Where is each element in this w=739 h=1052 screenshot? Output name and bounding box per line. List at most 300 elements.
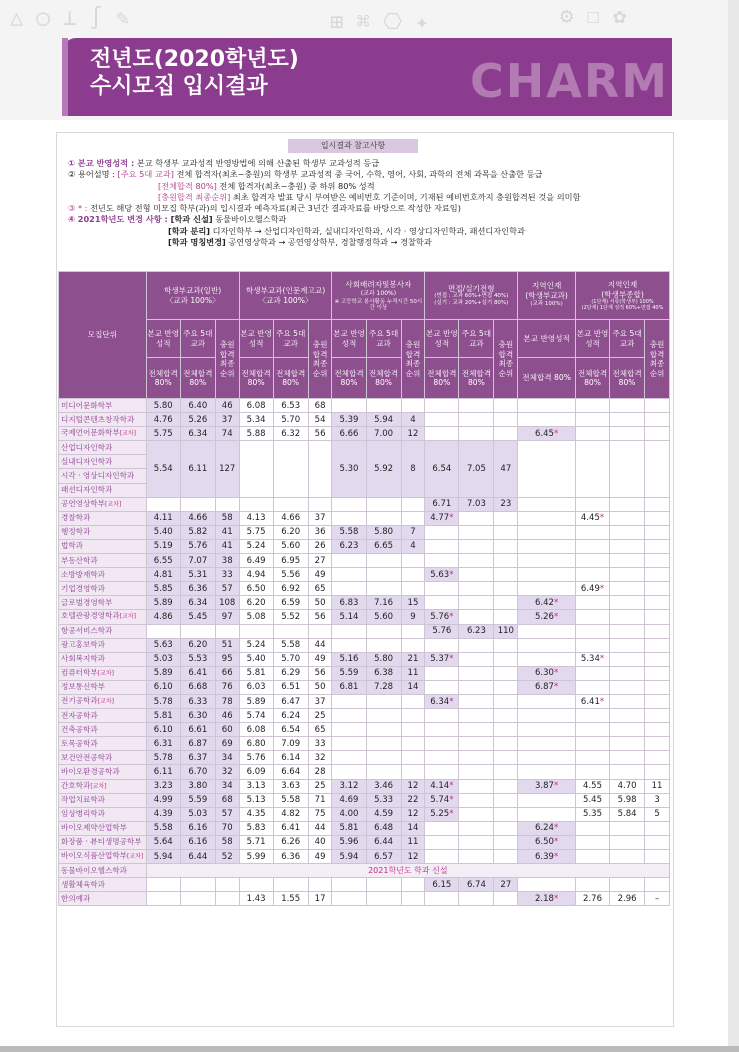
subheader-chungwon: 충원 합격 최종 순위 xyxy=(215,320,239,399)
table-cell xyxy=(518,568,576,582)
table-cell xyxy=(645,624,670,638)
table-cell xyxy=(610,723,645,737)
table-cell: 6.10 xyxy=(146,680,180,694)
table-cell: 5.58 xyxy=(146,821,180,835)
predicted-value: 6.42* xyxy=(535,597,559,608)
unit-name xyxy=(59,469,147,483)
table-cell xyxy=(518,751,576,765)
table-cell xyxy=(518,525,576,539)
unit-name-text: 작업치료학과 xyxy=(61,795,106,805)
table-cell xyxy=(366,399,401,413)
table-cell xyxy=(332,554,366,568)
table-cell: 7.00 xyxy=(366,427,401,441)
predicted-value: 6.41* xyxy=(580,696,605,707)
unit-name xyxy=(59,779,147,793)
table-cell: 5.24 xyxy=(239,638,273,652)
unit-name-text: 디지털콘텐츠창작학과 xyxy=(61,414,135,424)
table-cell: 12 xyxy=(401,850,425,864)
table-cell xyxy=(425,427,459,441)
table-cell xyxy=(425,892,459,906)
table-cell xyxy=(494,413,518,427)
table-cell: 6.11 xyxy=(146,765,180,779)
table-row xyxy=(59,709,670,723)
table-cell xyxy=(576,399,610,413)
table-cell: 5.92 xyxy=(366,441,401,497)
table-cell: 3.13 xyxy=(239,779,273,793)
table-cell xyxy=(576,680,610,694)
table-cell xyxy=(366,737,401,751)
table-cell: 5.96 xyxy=(332,835,366,849)
table-cell xyxy=(332,892,366,906)
table-cell xyxy=(459,850,494,864)
table-cell xyxy=(518,652,576,666)
table-cell xyxy=(401,765,425,779)
table-cell: 6.41 xyxy=(273,821,308,835)
table-cell xyxy=(610,652,645,666)
table-cell xyxy=(425,596,459,610)
table-cell: 6.30 xyxy=(180,709,215,723)
table-row xyxy=(59,525,670,539)
table-cell xyxy=(366,751,401,765)
predicted-value: 5.74* xyxy=(430,795,454,806)
table-cell: 5.54 xyxy=(146,441,180,497)
unit-name xyxy=(59,694,147,708)
unit-name xyxy=(59,413,147,427)
unit-name-text: 보건안전공학과 xyxy=(61,752,113,762)
table-cell: 28 xyxy=(308,765,332,779)
table-cell: 60 xyxy=(215,723,239,737)
subheader-chungwon: 충원 합격 최종 순위 xyxy=(494,320,518,399)
table-cell: 65 xyxy=(308,723,332,737)
sketch-decoration-3: ⚙ ☐ ✿ xyxy=(560,4,627,29)
table-cell: 5.70 xyxy=(273,652,308,666)
page-bottom-edge xyxy=(0,1046,739,1052)
subheader-bongyo: 본교 반영성적 xyxy=(239,320,273,358)
table-cell: 40 xyxy=(308,835,332,849)
table-cell: 6.36 xyxy=(273,850,308,864)
unit-name xyxy=(59,821,147,835)
note-2c-text: 최초 합격자 발표 당시 부여받은 예비번호 기준이며, 기재된 예비번호까지 충원합격된 것을 의미함 xyxy=(230,191,581,202)
table-cell xyxy=(645,610,670,624)
table-cell xyxy=(308,497,332,511)
table-cell xyxy=(576,835,610,849)
table-cell xyxy=(425,610,459,624)
note-1-text: 본교 학생부 교과성적 반영방법에 의해 산출된 학생부 교과성적 등급 xyxy=(134,158,380,168)
table-cell: 6.87 xyxy=(180,737,215,751)
table-cell: 57 xyxy=(215,807,239,821)
table-cell xyxy=(645,737,670,751)
table-cell: 6.70 xyxy=(180,765,215,779)
table-cell xyxy=(425,779,459,793)
table-cell: 5.78 xyxy=(146,751,180,765)
cross-tag: [교차] xyxy=(119,613,136,621)
table-cell: 5.80 xyxy=(366,652,401,666)
table-cell xyxy=(518,821,576,835)
table-row xyxy=(59,864,670,878)
table-cell: 5.16 xyxy=(332,652,366,666)
table-cell: 57 xyxy=(215,582,239,596)
table-row xyxy=(59,892,670,906)
group-4-name: 면접/실기전형 xyxy=(447,283,495,293)
unit-name-text: 공연영상학부 xyxy=(61,498,106,508)
table-cell xyxy=(645,525,670,539)
unit-name-text: 시각 · 영상디자인학과 xyxy=(61,471,135,481)
group-6-sub3: (2단계) 1단계 성적 60%+면접 40% xyxy=(581,305,664,311)
predicted-value: 6.87* xyxy=(535,682,559,693)
table-cell xyxy=(366,624,401,638)
page-title xyxy=(90,46,299,100)
table-cell xyxy=(645,582,670,596)
table-cell xyxy=(645,568,670,582)
table-cell xyxy=(215,892,239,906)
table-row xyxy=(59,694,670,708)
table-cell xyxy=(366,892,401,906)
table-cell: 6.53 xyxy=(273,399,308,413)
table-cell xyxy=(494,652,518,666)
table-cell xyxy=(332,624,366,638)
table-cell xyxy=(610,680,645,694)
predicted-value: 3.87* xyxy=(535,781,559,792)
table-cell: 5.63 xyxy=(146,638,180,652)
unit-name xyxy=(59,793,147,807)
table-cell xyxy=(459,427,494,441)
predicted-value: 6.34* xyxy=(430,696,454,707)
table-cell: 5.85 xyxy=(146,582,180,596)
group-1-name: 학생부교과(일반) xyxy=(164,286,222,295)
table-cell: 32 xyxy=(215,765,239,779)
table-cell: 4.70 xyxy=(610,779,645,793)
table-cell xyxy=(576,821,610,835)
note-4c xyxy=(68,237,668,248)
table-cell: 6.50 xyxy=(239,582,273,596)
table-cell: 6.59 xyxy=(273,596,308,610)
table-cell: 2.96 xyxy=(610,892,645,906)
table-cell xyxy=(576,751,610,765)
table-cell: 4.86 xyxy=(146,610,180,624)
table-cell xyxy=(459,680,494,694)
table-row xyxy=(59,413,670,427)
table-cell xyxy=(645,511,670,525)
table-cell xyxy=(494,737,518,751)
table-cell: 6.33 xyxy=(180,694,215,708)
table-row xyxy=(59,666,670,680)
table-cell: 6.48 xyxy=(366,821,401,835)
table-cell: 6.29 xyxy=(273,666,308,680)
table-cell xyxy=(610,554,645,568)
note-4c-tag: [학과 명칭변경] xyxy=(168,237,226,248)
table-cell xyxy=(401,497,425,511)
table-cell xyxy=(645,878,670,892)
table-row xyxy=(59,878,670,892)
table-row xyxy=(59,441,670,455)
table-cell: 26 xyxy=(308,539,332,553)
table-cell xyxy=(645,399,670,413)
table-cell: 6.40 xyxy=(180,399,215,413)
table-cell xyxy=(459,793,494,807)
unit-name xyxy=(59,680,147,694)
table-cell xyxy=(576,441,610,497)
unit-name-text: 바이오식품산업학부 xyxy=(61,851,128,861)
unit-name xyxy=(59,751,147,765)
unit-name xyxy=(59,399,147,413)
table-cell xyxy=(576,554,610,568)
table-cell: 44 xyxy=(308,821,332,835)
table-cell: 5.74 xyxy=(239,709,273,723)
table-cell xyxy=(425,413,459,427)
table-row xyxy=(59,680,670,694)
table-cell: 6.37 xyxy=(180,751,215,765)
table-cell xyxy=(494,793,518,807)
subheader-chungwon: 충원 합격 최종 순위 xyxy=(401,320,425,399)
unit-name-text: 정보통신학부 xyxy=(61,682,106,692)
subheader-all80: 전체합격 80% xyxy=(146,358,180,399)
subheader-all80: 전체합격 80% xyxy=(273,358,308,399)
table-cell xyxy=(459,511,494,525)
notes-header: 입시결과 참고사항 xyxy=(288,139,418,153)
table-cell: 3.80 xyxy=(180,779,215,793)
table-cell: 6.49 xyxy=(239,554,273,568)
unit-name-text: 광고홍보학과 xyxy=(61,640,106,650)
table-cell: 68 xyxy=(308,399,332,413)
table-cell xyxy=(494,427,518,441)
table-cell xyxy=(610,835,645,849)
table-cell: 37 xyxy=(215,413,239,427)
table-cell xyxy=(459,399,494,413)
table-cell: 7.09 xyxy=(273,737,308,751)
group-3-sub: (교과 100%) xyxy=(360,290,397,297)
table-cell xyxy=(459,779,494,793)
table-cell xyxy=(459,568,494,582)
predicted-value: 6.50* xyxy=(535,837,559,848)
table-cell xyxy=(576,413,610,427)
unit-header: 모집단위 xyxy=(59,272,147,399)
table-cell: 6.95 xyxy=(273,554,308,568)
unit-name xyxy=(59,892,147,906)
table-cell xyxy=(645,539,670,553)
table-cell: 66 xyxy=(215,666,239,680)
table-cell xyxy=(494,765,518,779)
unit-name-text: 패션디자인학과 xyxy=(61,485,113,495)
predicted-value: 6.30* xyxy=(535,668,559,679)
table-cell xyxy=(494,596,518,610)
table-cell: 6.81 xyxy=(332,680,366,694)
sketch-decoration: △ ◯ ⟂ ∫ ✎ xyxy=(10,6,130,31)
group-4-sub: (면접 : 교과 60%+면접 40%) xyxy=(434,293,509,300)
subheader-chungwon: 충원 합격 최종 순위 xyxy=(308,320,332,399)
table-cell xyxy=(518,892,576,906)
table-row xyxy=(59,779,670,793)
table-cell xyxy=(610,539,645,553)
table-cell xyxy=(610,427,645,441)
table-cell xyxy=(494,835,518,849)
unit-name-text: 소방방재학과 xyxy=(61,569,106,579)
unit-name xyxy=(59,638,147,652)
subheader-bongyo: 본교 반영성적 xyxy=(425,320,459,358)
subheader-main5: 주요 5대 교과 xyxy=(366,320,401,358)
table-cell: 34 xyxy=(215,751,239,765)
table-cell xyxy=(494,850,518,864)
table-cell: 47 xyxy=(494,441,518,497)
subheader-all80: 전체합격 80% xyxy=(459,358,494,399)
table-cell: 6.92 xyxy=(273,582,308,596)
cross-tag: [교차] xyxy=(105,500,122,508)
table-cell xyxy=(459,652,494,666)
group-header-5 xyxy=(518,272,576,320)
table-cell xyxy=(518,413,576,427)
subheader-chungwon: 충원 합격 최종 순위 xyxy=(645,320,670,399)
table-row xyxy=(59,835,670,849)
unit-name-text: 간호학과 xyxy=(61,780,91,790)
unit-name xyxy=(59,596,147,610)
subheader-all80: 전체합격 80% xyxy=(332,358,366,399)
table-cell xyxy=(645,638,670,652)
table-cell: 4.82 xyxy=(273,807,308,821)
table-cell xyxy=(610,666,645,680)
table-cell: 5.80 xyxy=(366,525,401,539)
table-cell xyxy=(180,624,215,638)
table-cell: 5.03 xyxy=(180,807,215,821)
table-cell xyxy=(401,568,425,582)
unit-name xyxy=(59,807,147,821)
table-cell xyxy=(239,497,273,511)
table-cell xyxy=(425,737,459,751)
table-cell: 56 xyxy=(308,427,332,441)
table-cell xyxy=(425,652,459,666)
table-cell xyxy=(645,596,670,610)
group-2-sub: 〈교과 100%〉 xyxy=(258,295,313,305)
group-2-name: 학생부교과(인문계고교) xyxy=(245,286,326,295)
table-cell: 4.13 xyxy=(239,511,273,525)
table-cell xyxy=(494,694,518,708)
table-cell: 27 xyxy=(308,554,332,568)
table-cell: – xyxy=(645,892,670,906)
table-cell xyxy=(332,765,366,779)
table-cell: 5.60 xyxy=(366,610,401,624)
table-cell xyxy=(645,850,670,864)
table-cell: 46 xyxy=(215,709,239,723)
table-cell xyxy=(425,539,459,553)
table-cell: 37 xyxy=(308,511,332,525)
notes-section xyxy=(68,158,668,248)
group-4-sub2: (실기 : 교과 20%+실기 80%) xyxy=(434,300,509,307)
table-cell xyxy=(518,709,576,723)
table-cell xyxy=(459,821,494,835)
table-cell xyxy=(494,779,518,793)
table-cell xyxy=(494,680,518,694)
unit-name-text: 글로벌경영학부 xyxy=(61,597,113,607)
table-cell: 70 xyxy=(215,821,239,835)
predicted-value: 6.49* xyxy=(580,583,605,594)
table-cell xyxy=(518,624,576,638)
group-6-name: 지역인재 xyxy=(607,280,638,289)
table-cell xyxy=(425,751,459,765)
cross-tag: [교차] xyxy=(97,698,114,706)
table-cell xyxy=(273,878,308,892)
table-cell xyxy=(332,751,366,765)
unit-name xyxy=(59,624,147,638)
table-cell: 6.68 xyxy=(180,680,215,694)
table-cell: 33 xyxy=(215,568,239,582)
unit-name-text: 미디어문화학부 xyxy=(61,400,113,410)
unit-name-text: 동물바이오헬스학과 xyxy=(61,865,128,875)
table-cell: 5.71 xyxy=(239,835,273,849)
table-cell: 41 xyxy=(215,539,239,553)
predicted-value: 4.14* xyxy=(430,781,454,792)
unit-name xyxy=(59,610,147,624)
table-cell: 4.00 xyxy=(332,807,366,821)
table-row xyxy=(59,807,670,821)
table-cell: 3.46 xyxy=(366,779,401,793)
table-cell: 12 xyxy=(401,779,425,793)
table-cell xyxy=(610,694,645,708)
group-3-note: ※ 고등학교 봉사활동 누적시간 50시간 이상 xyxy=(334,298,423,311)
unit-name xyxy=(59,483,147,497)
table-cell xyxy=(518,582,576,596)
table-cell: 78 xyxy=(215,694,239,708)
table-cell: 58 xyxy=(215,511,239,525)
table-row xyxy=(59,850,670,864)
table-cell xyxy=(645,751,670,765)
note-4b xyxy=(68,226,668,237)
table-cell: 4.55 xyxy=(576,779,610,793)
unit-name-text: 부동산학과 xyxy=(61,555,98,565)
table-cell xyxy=(366,709,401,723)
unit-name-text: 행정학과 xyxy=(61,527,91,537)
table-cell: 7.07 xyxy=(180,554,215,568)
table-cell xyxy=(645,765,670,779)
table-body xyxy=(59,399,670,906)
table-cell: 1.55 xyxy=(273,892,308,906)
table-cell: 6.31 xyxy=(146,737,180,751)
table-cell: 23 xyxy=(494,497,518,511)
table-cell: 6.83 xyxy=(332,596,366,610)
unit-name xyxy=(59,511,147,525)
table-cell xyxy=(610,765,645,779)
table-cell: 6.20 xyxy=(180,638,215,652)
table-cell: 5.40 xyxy=(239,652,273,666)
table-cell xyxy=(610,709,645,723)
table-cell: 127 xyxy=(215,441,239,497)
table-cell: 6.10 xyxy=(146,723,180,737)
table-cell: 5.81 xyxy=(146,709,180,723)
table-cell: 6.36 xyxy=(180,582,215,596)
table-cell xyxy=(332,878,366,892)
subheader-all80: 전체합격 80% xyxy=(518,358,576,399)
table-cell: 5.94 xyxy=(366,413,401,427)
table-cell: 6.32 xyxy=(273,427,308,441)
table-cell: 5.76 xyxy=(425,624,459,638)
table-cell xyxy=(518,638,576,652)
unit-name-text: 토목공학과 xyxy=(61,738,98,748)
table-cell xyxy=(645,427,670,441)
table-row xyxy=(59,723,670,737)
table-cell: 6.44 xyxy=(366,835,401,849)
unit-name-text: 전기공학과 xyxy=(61,696,98,706)
table-cell: 6.54 xyxy=(425,441,459,497)
table-cell xyxy=(518,878,576,892)
table-cell: 6.55 xyxy=(146,554,180,568)
unit-name-text: 화장품 · 뷰티생명공학부 xyxy=(61,837,142,847)
table-cell: 4.76 xyxy=(146,413,180,427)
table-cell xyxy=(576,878,610,892)
table-cell: 68 xyxy=(215,793,239,807)
table-row xyxy=(59,737,670,751)
group-header-3 xyxy=(332,272,425,320)
unit-name xyxy=(59,666,147,680)
table-cell: 5.14 xyxy=(332,610,366,624)
note-2-tag: [주요 5대 교과] xyxy=(117,169,174,180)
table-cell xyxy=(576,723,610,737)
